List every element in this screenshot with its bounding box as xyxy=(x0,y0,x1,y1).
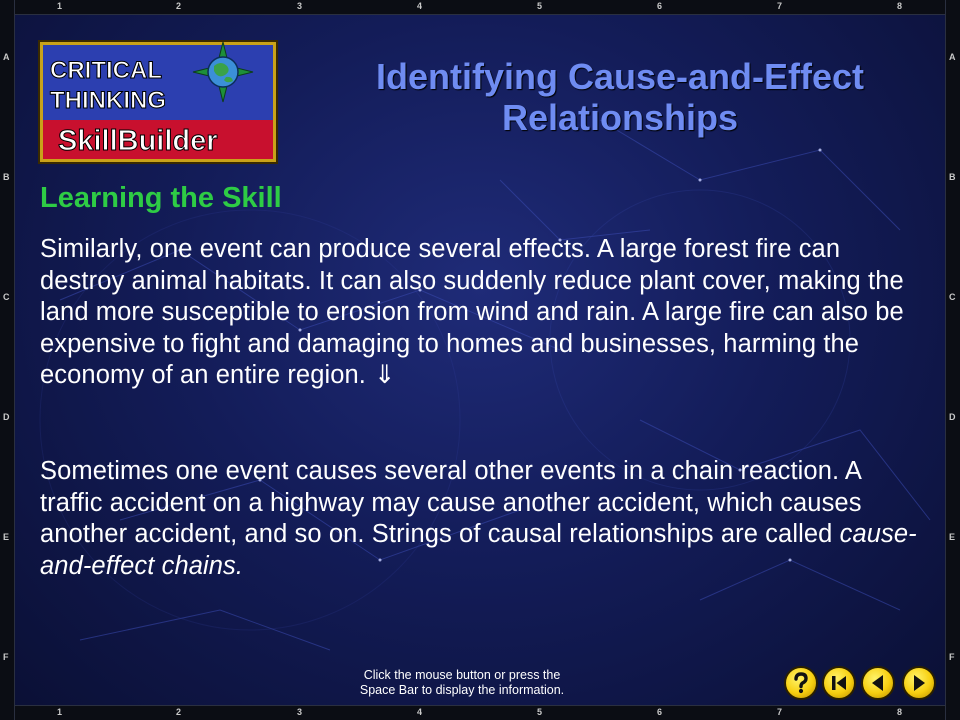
first-slide-button[interactable] xyxy=(822,666,856,700)
ruler-number: 5 xyxy=(537,707,543,717)
question-mark-icon xyxy=(786,668,816,698)
ruler-number: 4 xyxy=(417,707,423,717)
paragraph-chain-reaction xyxy=(40,456,920,582)
previous-arrow-icon xyxy=(863,668,893,698)
ruler-number: 2 xyxy=(176,707,182,717)
ruler-number: 4 xyxy=(417,1,423,11)
help-button[interactable] xyxy=(784,666,818,700)
ruler-letter: B xyxy=(3,172,10,182)
logo-line-skillbuilder: SkillBuilder xyxy=(58,125,218,157)
ruler-letter: A xyxy=(949,52,956,62)
paragraph-multiple-effects xyxy=(40,234,920,392)
logo-line-thinking: THINKING xyxy=(50,87,166,114)
page-title xyxy=(300,56,940,138)
ruler-letter: C xyxy=(3,292,10,302)
ruler-letter: E xyxy=(949,532,956,542)
ruler-number: 5 xyxy=(537,1,543,11)
next-button[interactable] xyxy=(902,666,936,700)
ruler-bottom xyxy=(0,705,960,720)
ruler-number: 1 xyxy=(57,707,63,717)
hint-line-1: Click the mouse button or press the xyxy=(363,668,561,682)
ruler-letter: C xyxy=(949,292,956,302)
navigation-hint xyxy=(322,668,602,698)
ruler-number: 1 xyxy=(57,1,63,11)
ruler-left xyxy=(0,0,15,720)
ruler-right xyxy=(945,0,960,720)
paragraph-2-emphasis: cause-and-effect chains. xyxy=(40,520,917,580)
ruler-number: 3 xyxy=(297,1,303,11)
ruler-letter: D xyxy=(3,412,10,422)
ruler-number: 6 xyxy=(657,707,663,717)
ruler-number: 2 xyxy=(176,1,182,11)
title-line-2: Relationships xyxy=(501,97,739,138)
paragraph-2-text: Sometimes one event causes several other events in a chain reaction. A traffic accident on a highway may cause another accident, which causes another accident, and so on. Strings of causal relationships are called xyxy=(40,457,862,548)
ruler-letter: F xyxy=(3,652,9,662)
ruler-number: 6 xyxy=(657,1,663,11)
ruler-number: 7 xyxy=(777,1,783,11)
ruler-letter: E xyxy=(3,532,10,542)
hint-line-2: Space Bar to display the information. xyxy=(359,683,565,697)
ruler-number: 8 xyxy=(897,707,903,717)
ruler-number: 8 xyxy=(897,1,903,11)
skip-to-first-icon xyxy=(824,668,854,698)
ruler-letter: B xyxy=(949,172,956,182)
ruler-number: 7 xyxy=(777,707,783,717)
ruler-number: 3 xyxy=(297,707,303,717)
ruler-letter: F xyxy=(949,652,955,662)
paragraph-1-text: Similarly, one event can produce several effects. A large forest fire can destroy animal habitats. It can also suddenly reduce plant cover, making the land more susceptible to erosion from wind and rain. A large fire can also be expensive to fight and damaging to homes and businesses, harming the economy of an entire region. xyxy=(40,235,904,389)
previous-button[interactable] xyxy=(861,666,895,700)
continue-arrow-icon: ⇓ xyxy=(374,361,396,389)
ruler-letter: D xyxy=(949,412,956,422)
ruler-top xyxy=(0,0,960,15)
ruler-letter: A xyxy=(3,52,10,62)
logo-line-critical: CRITICAL xyxy=(50,57,162,84)
section-heading: Learning the Skill xyxy=(40,182,282,214)
next-arrow-icon xyxy=(904,668,934,698)
title-line-1: Identifying Cause-and-Effect xyxy=(375,56,865,97)
critical-thinking-skillbuilder-logo xyxy=(38,40,278,164)
